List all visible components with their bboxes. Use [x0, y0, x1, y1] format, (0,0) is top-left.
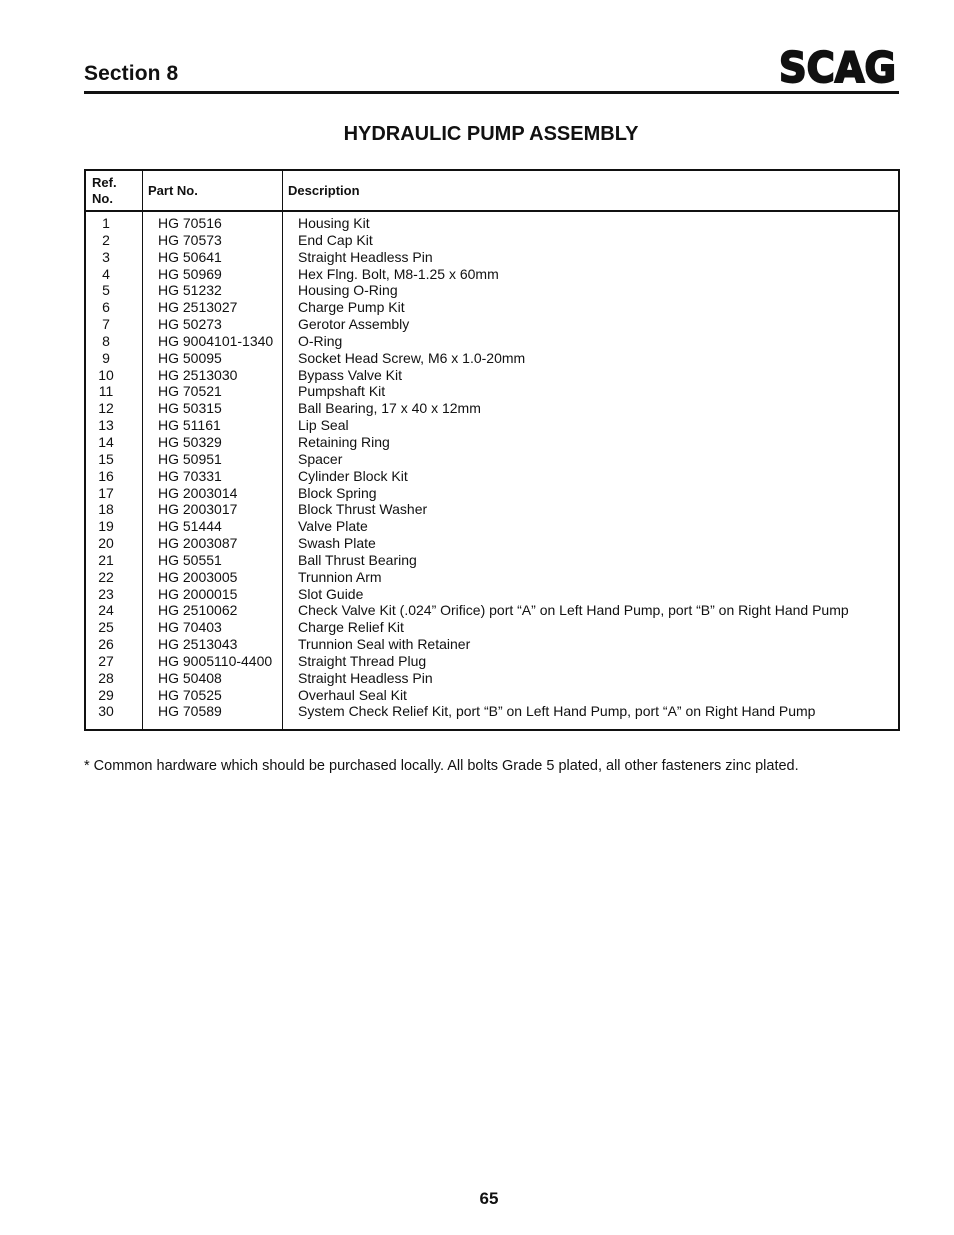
description-cell: End Cap Kit	[298, 231, 373, 248]
description-cell: Trunnion Seal with Retainer	[298, 636, 471, 653]
table-row	[86, 602, 898, 619]
parts-table	[84, 169, 900, 731]
description-cell: Spacer	[298, 450, 343, 467]
ref-no-cell: 18	[98, 501, 114, 518]
table-row	[86, 333, 898, 350]
ref-no-cell: 12	[98, 400, 114, 417]
description-cell: Straight Thread Plug	[298, 652, 427, 669]
ref-no-cell: 23	[98, 585, 114, 602]
description-cell: Charge Relief Kit	[298, 619, 404, 636]
part-no-cell: HG 2003017	[158, 501, 238, 518]
part-no-cell: HG 70589	[158, 703, 222, 720]
description-cell: Cylinder Block Kit	[298, 467, 408, 484]
part-no-cell: HG 50951	[158, 450, 222, 467]
description-cell: Lip Seal	[298, 417, 349, 434]
table-body	[86, 215, 898, 720]
description-cell: Gerotor Assembly	[298, 316, 410, 333]
ref-no-cell: 7	[102, 316, 110, 333]
description-cell: Housing O-Ring	[298, 282, 398, 299]
ref-no-cell: 20	[98, 535, 114, 552]
scag-logo	[778, 46, 900, 86]
part-no-cell: HG 50408	[158, 669, 222, 686]
ref-no-cell: 1	[102, 215, 110, 231]
part-no-cell: HG 2000015	[158, 585, 238, 602]
description-cell: Swash Plate	[298, 535, 376, 552]
ref-no-cell: 13	[98, 417, 114, 434]
description-cell: Charge Pump Kit	[298, 299, 405, 316]
table-row	[86, 383, 898, 400]
table-row	[86, 535, 898, 552]
part-no-cell: HG 50315	[158, 400, 222, 417]
ref-no-cell: 27	[98, 652, 114, 669]
description-cell: Trunnion Arm	[298, 568, 382, 585]
part-no-cell: HG 70521	[158, 383, 222, 400]
table-row	[86, 451, 898, 468]
part-no-cell: HG 9004101-1340	[158, 332, 274, 349]
page-title: HYDRAULIC PUMP ASSEMBLY	[343, 123, 639, 145]
description-cell: Housing Kit	[298, 215, 370, 231]
table-row	[86, 282, 898, 299]
column-header-part-no: Part No.	[148, 183, 198, 198]
part-no-cell: HG 2003014	[158, 484, 238, 501]
description-cell: Valve Plate	[298, 518, 368, 535]
ref-no-cell: 25	[98, 619, 114, 636]
logo-wordmark: SCAG	[779, 46, 896, 86]
table-row	[86, 586, 898, 603]
ref-no-cell: 15	[98, 450, 114, 467]
part-no-cell: HG 50551	[158, 551, 222, 568]
table-row	[86, 266, 898, 283]
column-header-ref-line2: No.	[92, 191, 113, 206]
ref-no-cell: 4	[102, 265, 110, 282]
ref-no-cell: 5	[102, 282, 110, 299]
table-row	[86, 434, 898, 451]
description-cell: Straight Headless Pin	[298, 248, 433, 265]
table-row	[86, 518, 898, 535]
ref-no-cell: 19	[98, 518, 114, 535]
table-row	[86, 703, 898, 720]
ref-no-cell: 30	[98, 703, 114, 720]
table-row	[86, 687, 898, 704]
description-cell: Straight Headless Pin	[298, 669, 433, 686]
column-header-ref-line1: Ref.	[92, 175, 117, 190]
description-cell: Bypass Valve Kit	[298, 366, 403, 383]
part-no-cell: HG 70403	[158, 619, 222, 636]
part-no-cell: HG 50641	[158, 248, 222, 265]
table-row	[86, 350, 898, 367]
table-row	[86, 653, 898, 670]
column-header-ref	[92, 175, 138, 207]
table-row	[86, 670, 898, 687]
table-row	[86, 400, 898, 417]
ref-no-cell: 9	[102, 349, 110, 366]
ref-no-cell: 2	[102, 231, 110, 248]
ref-no-cell: 3	[102, 248, 110, 265]
part-no-cell: HG 2513043	[158, 636, 238, 653]
part-no-cell: HG 51161	[158, 417, 221, 434]
part-no-cell: HG 2513030	[158, 366, 238, 383]
ref-no-cell: 8	[102, 332, 110, 349]
table-row	[86, 552, 898, 569]
table-header	[86, 171, 898, 212]
part-no-cell: HG 70331	[158, 467, 222, 484]
part-no-cell: HG 2003087	[158, 535, 238, 552]
ref-no-cell: 21	[98, 551, 114, 568]
ref-no-cell: 24	[98, 602, 114, 619]
section-title: Section 8	[84, 62, 179, 85]
description-cell: Pumpshaft Kit	[298, 383, 386, 400]
table-row	[86, 569, 898, 586]
table-row	[86, 215, 898, 232]
part-no-cell: HG 2513027	[158, 299, 238, 316]
part-no-cell: HG 50095	[158, 349, 222, 366]
part-no-cell: HG 2003005	[158, 568, 238, 585]
part-no-cell: HG 70573	[158, 231, 222, 248]
part-no-cell: HG 50969	[158, 265, 222, 282]
table-row	[86, 232, 898, 249]
footnote: * Common hardware which should be purchased locally. All bolts Grade 5 plated, all other fasteners zinc plated.	[84, 758, 799, 774]
table-row	[86, 501, 898, 518]
part-no-cell: HG 9005110-4400	[158, 652, 273, 669]
description-cell: Retaining Ring	[298, 433, 390, 450]
description-cell: Ball Thrust Bearing	[298, 551, 417, 568]
description-cell: Block Thrust Washer	[298, 501, 428, 518]
table-row	[86, 316, 898, 333]
description-cell: Check Valve Kit (.024” Orifice) port “A” on Left Hand Pump, port “B” on Right Hand Pump	[298, 602, 849, 619]
table-row	[86, 249, 898, 266]
column-header-description: Description	[288, 183, 360, 198]
description-cell: Block Spring	[298, 484, 377, 501]
part-no-cell: HG 50273	[158, 316, 222, 333]
description-cell: Slot Guide	[298, 585, 364, 602]
ref-no-cell: 26	[98, 636, 114, 653]
part-no-cell: HG 51232	[158, 282, 222, 299]
header-divider	[84, 91, 899, 94]
part-no-cell: HG 70525	[158, 686, 222, 703]
ref-no-cell: 22	[98, 568, 114, 585]
description-cell: System Check Relief Kit, port “B” on Left Hand Pump, port “A” on Right Hand Pump	[298, 703, 816, 720]
description-cell: Overhaul Seal Kit	[298, 686, 407, 703]
description-cell: Socket Head Screw, M6 x 1.0-20mm	[298, 349, 526, 366]
ref-no-cell: 11	[98, 383, 114, 400]
description-cell: O-Ring	[298, 332, 343, 349]
table-row	[86, 367, 898, 384]
page-number: 65	[479, 1189, 499, 1208]
table-row	[86, 619, 898, 636]
table-row	[86, 636, 898, 653]
table-row	[86, 299, 898, 316]
part-no-cell: HG 51444	[158, 518, 222, 535]
ref-no-cell: 17	[98, 484, 114, 501]
part-no-cell: HG 2510062	[158, 602, 238, 619]
ref-no-cell: 29	[98, 686, 114, 703]
ref-no-cell: 14	[98, 433, 114, 450]
table-row	[86, 468, 898, 485]
ref-no-cell: 6	[102, 299, 110, 316]
ref-no-cell: 10	[98, 366, 114, 383]
part-no-cell: HG 50329	[158, 433, 222, 450]
table-row	[86, 485, 898, 502]
description-cell: Ball Bearing, 17 x 40 x 12mm	[298, 400, 481, 417]
table-row	[86, 417, 898, 434]
description-cell: Hex Flng. Bolt, M8-1.25 x 60mm	[298, 265, 499, 282]
ref-no-cell: 28	[98, 669, 114, 686]
part-no-cell: HG 70516	[158, 215, 222, 231]
ref-no-cell: 16	[98, 467, 114, 484]
